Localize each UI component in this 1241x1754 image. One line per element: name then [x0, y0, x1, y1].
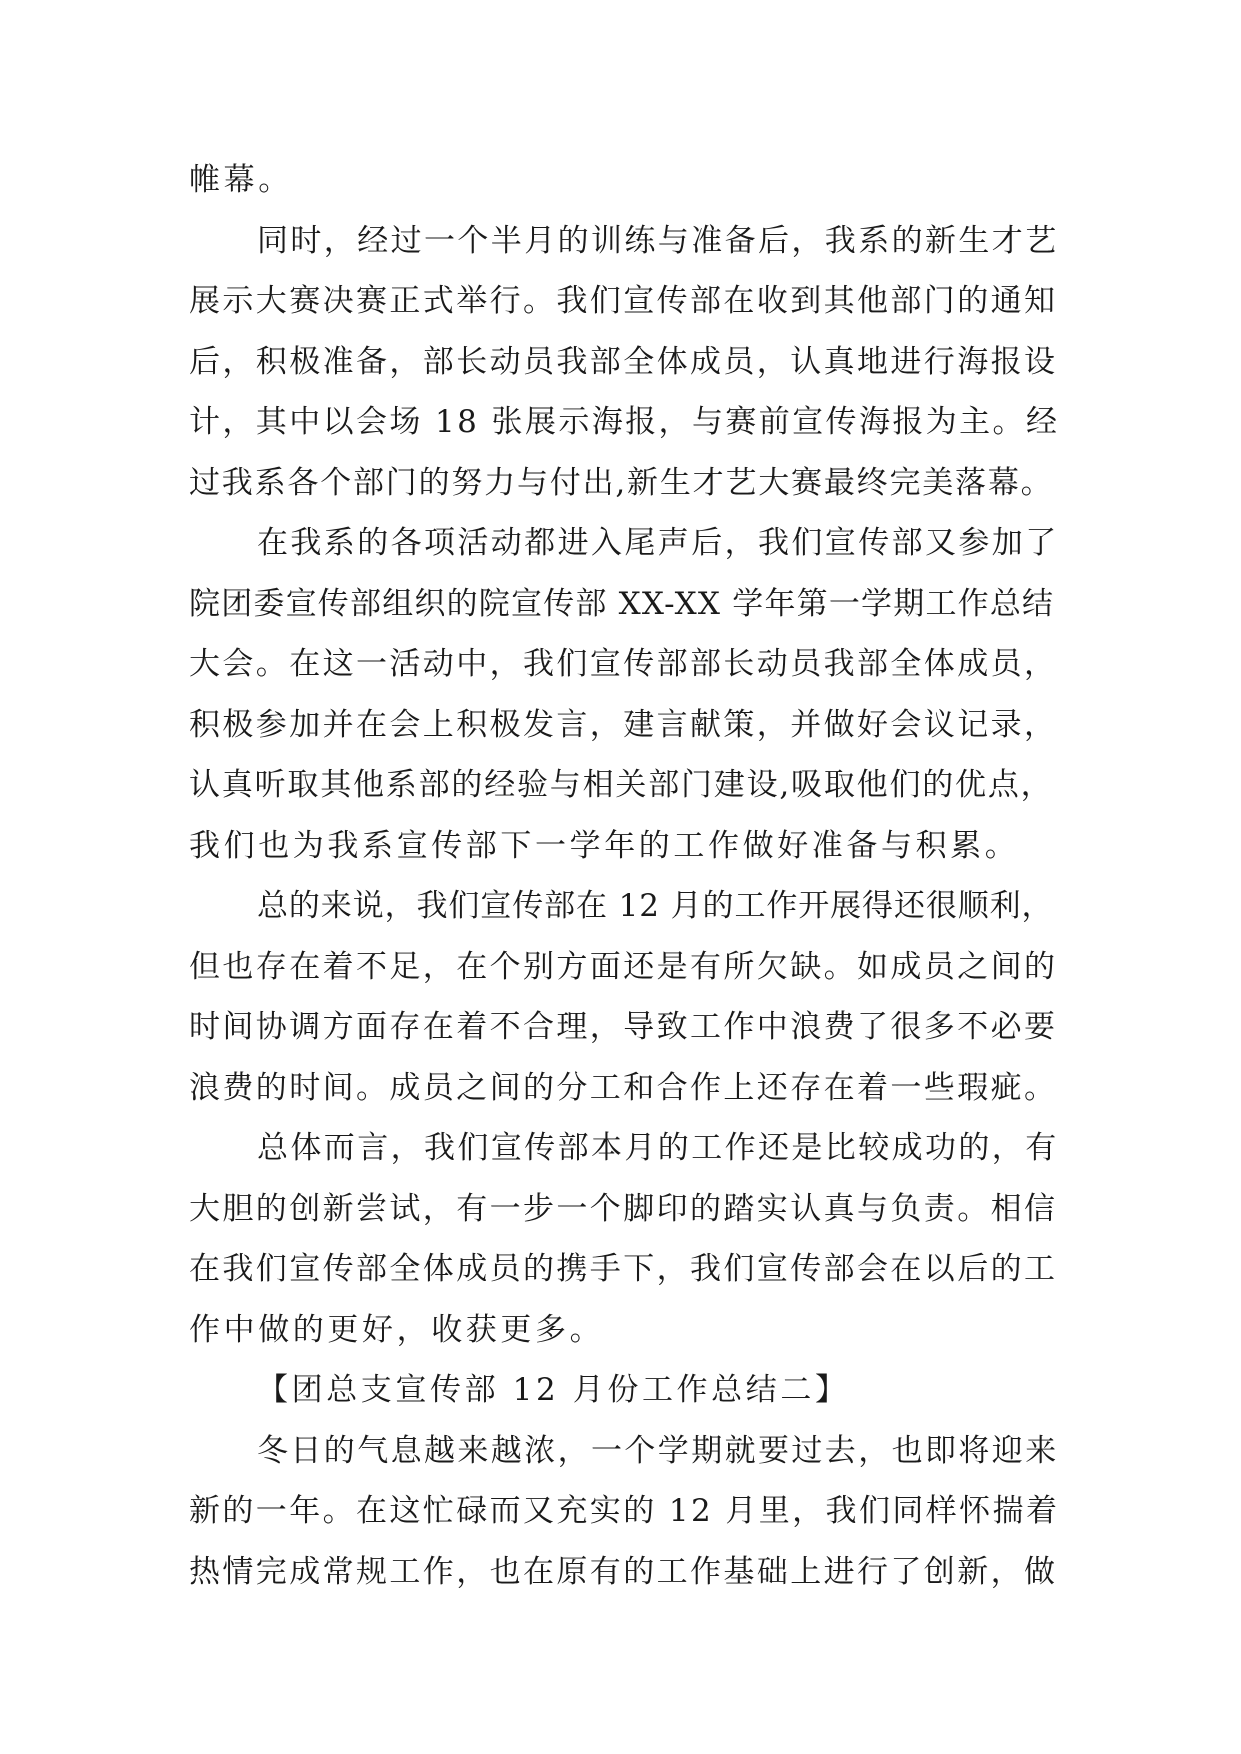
text-line: 新的一年。在这忙碌而又充实的 12 月里，我们同样怀揣着: [189, 1493, 1060, 1529]
text-line: 我们也为我系宣传部下一学年的工作做好准备与积累。: [189, 827, 1020, 864]
text-line: 在我们宣传部全体成员的携手下，我们宣传部会在以后的工: [189, 1251, 1058, 1287]
text-line: 但也存在着不足，在个别方面还是有所欠缺。如成员之间的: [189, 948, 1058, 985]
text-line: 冬日的气息越来越浓，一个学期就要过去，也即将迎来: [257, 1432, 1059, 1469]
text-line: 浪费的时间。成员之间的分工和合作上还存在着一些瑕疵。: [189, 1069, 1058, 1106]
text-line: 积极参加并在会上积极发言，建言献策，并做好会议记录，: [189, 706, 1058, 743]
document-body: [189, 150, 1059, 1602]
text-line: 大会。在这一活动中，我们宣传部部长动员我部全体成员，: [189, 646, 1058, 682]
text-line: 帷幕。: [189, 162, 293, 198]
text-line: 总的来说，我们宣传部在 12 月的工作开展得还很顺利，: [257, 888, 1054, 924]
text-line: 后，积极准备，部长动员我部全体成员，认真地进行海报设: [189, 343, 1058, 380]
text-line: 总体而言，我们宣传部本月的工作还是比较成功的，有: [257, 1130, 1059, 1166]
text-line: 大胆的创新尝试，有一步一个脚印的踏实认真与负责。相信: [189, 1190, 1058, 1227]
text-line: 展示大赛决赛正式举行。我们宣传部在收到其他部门的通知: [189, 283, 1058, 319]
text-line: 在我系的各项活动都进入尾声后，我们宣传部又参加了: [257, 525, 1059, 561]
text-line: 过我系各个部门的努力与付出,新生才艺大赛最终完美落幕。: [189, 464, 1054, 501]
text-line: 热情完成常规工作，也在原有的工作基础上进行了创新，做: [189, 1553, 1058, 1590]
text-line: 时间协调方面存在着不合理，导致工作中浪费了很多不必要: [189, 1009, 1058, 1045]
text-line: 计，其中以会场 18 张展示海报，与赛前宣传海报为主。经: [189, 404, 1060, 440]
text-line: 作中做的更好，收获更多。: [189, 1311, 605, 1348]
text-line: 同时，经过一个半月的训练与准备后，我系的新生才艺: [257, 222, 1059, 259]
text-line: 认真听取其他系部的经验与相关部门建设,吸取他们的优点，: [189, 767, 1054, 803]
section-heading: 【团总支宣传部 12 月份工作总结二】: [257, 1372, 850, 1408]
text-line: 院团委宣传部组织的院宣传部 XX-XX 学年第一学期工作总结: [189, 585, 1055, 622]
